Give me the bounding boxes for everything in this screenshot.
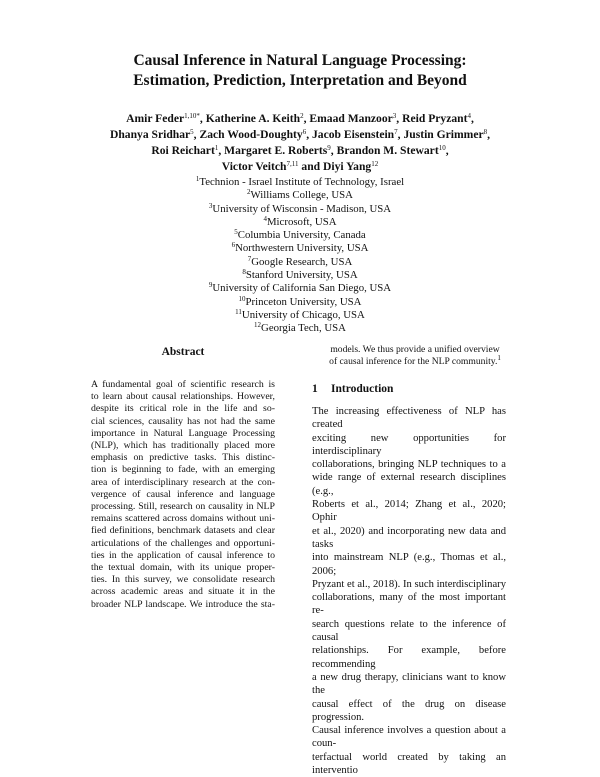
- affiliation-mark: 5: [234, 228, 238, 237]
- author-name: Margaret E. Roberts: [224, 144, 328, 157]
- author-line: [0, 159, 600, 175]
- introduction-line: collaborations, many of the most important re-: [312, 592, 506, 617]
- affiliation-mark: 9: [208, 281, 213, 290]
- abstract-line: A fundamental goal of scientific research is: [91, 379, 275, 390]
- abstract-heading: Abstract: [161, 346, 205, 358]
- affiliation-mark: 7: [394, 128, 398, 136]
- affiliation-item: [0, 229, 600, 242]
- affiliation-mark: 6: [231, 241, 236, 250]
- affiliation-item: [0, 296, 600, 309]
- affiliation-item: [0, 309, 600, 322]
- affiliation-item: [0, 269, 600, 282]
- paper-title: [0, 51, 600, 91]
- affiliation-text: Google Research, USA: [251, 255, 353, 268]
- author-line: [0, 111, 600, 127]
- author-name: Amir Feder: [126, 112, 185, 125]
- affiliation-mark: 5: [190, 128, 194, 136]
- affiliation-text: Northwestern University, USA: [235, 242, 369, 255]
- abstract-body: [91, 379, 275, 611]
- abstract-line: processing. Still, research on causality in NLP: [91, 501, 275, 513]
- author-name: Justin Grimmer: [403, 128, 484, 141]
- affiliation-mark: 7,11: [286, 160, 299, 168]
- affiliation-text: Technion - Israel Institute of Technology, Israel: [199, 176, 405, 188]
- introduction-line: search questions relate to the inference of causal: [312, 618, 506, 644]
- author-separator: ,: [445, 144, 449, 157]
- author-separator: ,: [199, 112, 203, 125]
- abstract-continuation: [322, 344, 508, 368]
- title-line-2: Estimation, Prediction, Interpretation and Beyond: [133, 72, 467, 89]
- introduction-line: Causal inference involves a question about a coun-: [312, 725, 506, 750]
- abstract-continuation-line: models. We thus provide a unified overview: [330, 344, 500, 355]
- affiliation-item: [0, 282, 600, 295]
- introduction-line: relationships. For example, before recommending: [312, 645, 506, 670]
- section-title: Introduction: [331, 383, 394, 395]
- abstract-line: importance in Natural Language Processing: [91, 427, 275, 439]
- author-name: Roi Reichart: [151, 144, 215, 157]
- abstract-line: ties. In this survey, we consolidate research: [91, 574, 275, 586]
- author-name: Victor Veitch: [221, 160, 287, 173]
- introduction-line: et al., 2020) and incorporating new data and tasks: [312, 525, 506, 550]
- affiliation-mark: 1,10: [184, 112, 197, 120]
- affiliation-text: Stanford University, USA: [245, 269, 358, 282]
- author-separator: ,: [218, 144, 222, 157]
- affiliation-mark: 10: [438, 144, 446, 152]
- affiliation-item: [0, 176, 600, 189]
- abstract-line: cial sciences, causality has not had the same: [91, 415, 275, 427]
- affiliation-text: Georgia Tech, USA: [261, 322, 346, 335]
- abstract-line: ties in the application of causal inference to: [91, 549, 275, 561]
- abstract-continuation-line: [322, 356, 508, 368]
- author-name: Reid Pryzant: [402, 112, 468, 125]
- affiliation-mark: 7: [247, 254, 252, 263]
- introduction-line: The increasing effectiveness of NLP has created: [312, 406, 506, 431]
- author-conjunction: and: [301, 160, 321, 173]
- author-line: [0, 127, 600, 143]
- author-separator: ,: [303, 112, 307, 125]
- author-name: Brandon M. Stewart: [336, 144, 439, 157]
- affiliation-mark: 11: [235, 307, 242, 316]
- introduction-line: Roberts et al., 2014; Zhang et al., 2020; Ophir: [312, 499, 506, 524]
- affiliation-item: [0, 242, 600, 255]
- introduction-line: a new drug therapy, clinicians want to know the: [312, 671, 506, 697]
- abstract-line: despite its critical role in the life and so-: [91, 403, 275, 415]
- affiliation-item: [0, 322, 600, 335]
- affiliation-list: [0, 176, 600, 336]
- author-name: Emaad Manzoor: [309, 112, 393, 125]
- introduction-line: into mainstream NLP (e.g., Thomas et al., 2006;: [312, 552, 506, 577]
- affiliation-mark: 2: [300, 112, 304, 120]
- title-line-1: Causal Inference in Natural Language Processing:: [133, 52, 467, 69]
- affiliation-mark: 8: [242, 268, 246, 277]
- introduction-line: causal effect of the drug on disease progression.: [312, 698, 506, 723]
- author-separator: ,: [470, 112, 474, 125]
- author-separator: ,: [397, 128, 401, 141]
- abstract-line: tion is beginning to fade, with an emerging: [91, 464, 275, 476]
- abstract-line: to learn about causal relationships. However,: [91, 391, 275, 403]
- affiliation-item: [0, 189, 600, 202]
- abstract-line: across academic areas and situate it in the: [91, 586, 275, 598]
- abstract-line: area of interdisciplinary research at the con-: [91, 476, 275, 488]
- author-name: Jacob Eisenstein: [312, 128, 395, 141]
- author-name: Katherine A. Keith: [205, 112, 301, 125]
- affiliation-item: [0, 203, 600, 216]
- section-heading-introduction: [312, 382, 393, 396]
- affiliation-mark: 2: [247, 188, 251, 197]
- author-name: Zach Wood-Doughty: [199, 128, 303, 141]
- introduction-body: [312, 405, 506, 777]
- abstract-line: vergence of causal inference and language: [91, 488, 275, 500]
- author-list: [0, 111, 600, 175]
- footnote-mark: 1: [497, 354, 501, 362]
- author-name: Dhanya Sridhar: [109, 128, 191, 141]
- introduction-line: Pryzant et al., 2018). In such interdisciplinary: [312, 578, 506, 590]
- affiliation-mark: 4: [263, 214, 267, 223]
- affiliation-mark: 6: [302, 128, 307, 136]
- affiliation-text: University of Chicago, USA: [241, 308, 365, 321]
- introduction-line: collaborations, bringing NLP techniques to a: [312, 459, 506, 471]
- abstract-continuation-text: of causal inference for the NLP community.: [329, 356, 498, 367]
- abstract-line: emphasis on predictive tasks. This distinc-: [91, 452, 275, 464]
- affiliation-text: Princeton University, USA: [245, 295, 362, 308]
- author-separator: ,: [487, 128, 491, 141]
- author-separator: ,: [330, 144, 334, 157]
- affiliation-item: [0, 256, 600, 269]
- affiliation-text: Columbia University, Canada: [237, 229, 366, 242]
- affiliation-mark: 4: [467, 112, 471, 120]
- affiliation-mark: 3: [392, 112, 397, 120]
- author-line: [0, 143, 600, 159]
- affiliation-text: Williams College, USA: [250, 189, 353, 202]
- author-separator: ,: [306, 128, 310, 141]
- affiliation-mark: 1: [195, 175, 200, 183]
- affiliation-mark: 12: [371, 160, 379, 168]
- abstract-line: remains scattered across domains without uni-: [91, 513, 275, 525]
- affiliation-mark: 10: [238, 294, 246, 303]
- abstract-line: broader NLP landscape. We introduce the sta-: [91, 598, 275, 610]
- affiliation-mark: 8: [483, 128, 488, 136]
- introduction-line: wide range of external research disciplines (e.g.,: [312, 472, 506, 497]
- author-name: Diyi Yang: [323, 160, 372, 173]
- affiliation-item: [0, 216, 600, 229]
- affiliation-text: Microsoft, USA: [266, 215, 337, 228]
- abstract-line: (NLP), which has traditionally placed more: [91, 440, 275, 452]
- affiliation-mark: 12: [254, 321, 262, 330]
- corresponding-mark: *: [196, 112, 200, 120]
- affiliation-mark: 3: [208, 201, 213, 210]
- abstract-line: the textual domain, with its unique proper-: [91, 562, 275, 574]
- section-number: 1: [312, 383, 318, 395]
- affiliation-mark: 1: [214, 144, 219, 152]
- author-separator: ,: [396, 112, 400, 125]
- author-separator: ,: [193, 128, 197, 141]
- abstract-line: fied definitions, benchmark datasets and clear: [91, 525, 275, 537]
- affiliation-text: University of Wisconsin - Madison, USA: [212, 202, 392, 215]
- affiliation-text: University of California San Diego, USA: [212, 282, 392, 295]
- introduction-line: exciting new opportunities for interdisciplinary: [312, 432, 506, 457]
- affiliation-mark: 9: [327, 144, 331, 152]
- introduction-line: terfactual world created by taking an interventio: [312, 751, 506, 777]
- abstract-line: articulations of the challenges and opportuni-: [91, 537, 275, 549]
